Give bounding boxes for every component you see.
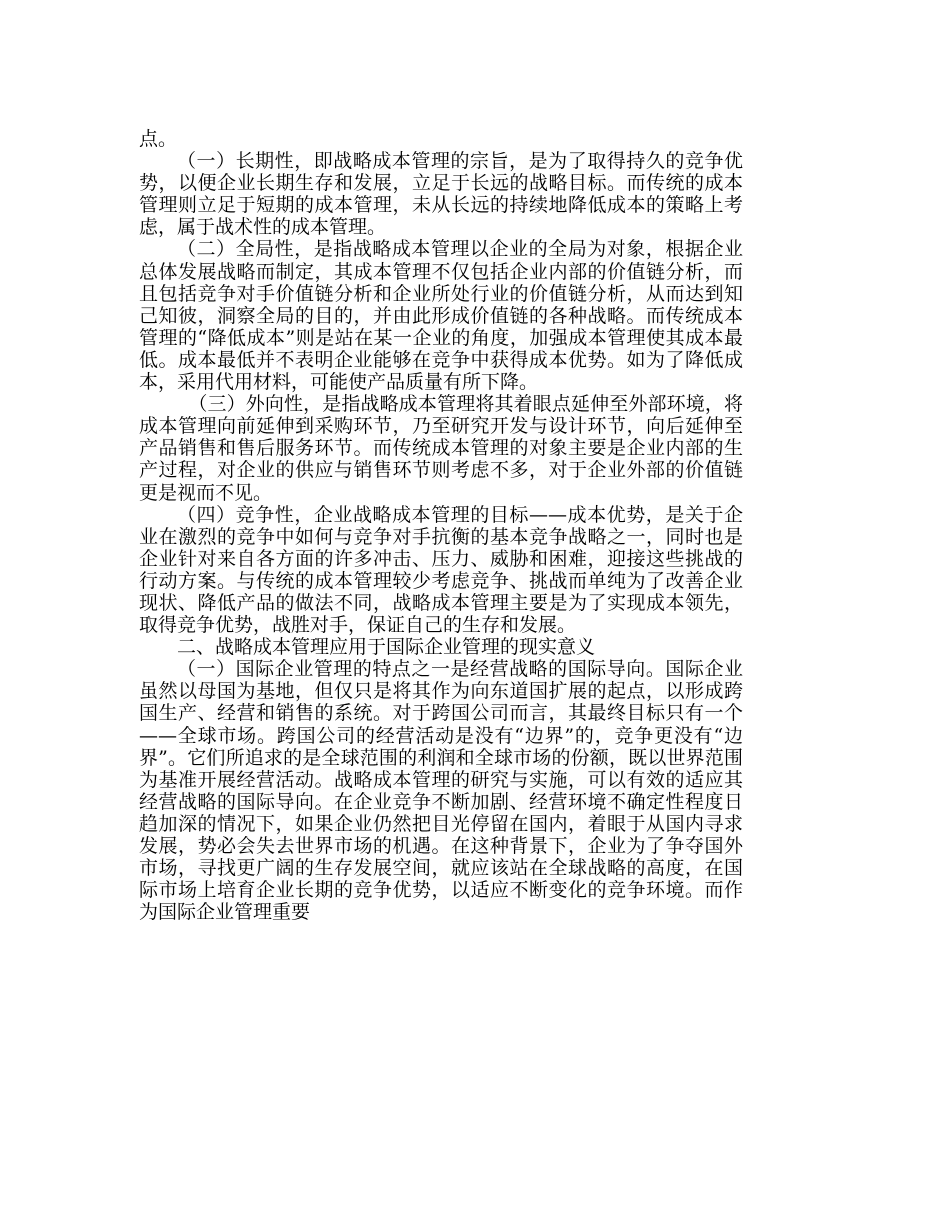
section-heading: 二、战略成本管理应用于国际企业管理的现实意义 [177,636,596,659]
paragraph-competitive: （四）竞争性，企业战略成本管理的目标——成本优势，是关于企业在激烈的竞争中如何与竞争对手抗衡的基本竞争战略之一，同时也是企业针对来自各方面的许多冲击、压力、威胁和困难，迎接这些挑战的行动方案。与传统的成本管理较少考虑竞争、挑战而单纯为了改善企业现状、降低产品的做法不同，战略成本管理主要是为了实现成本领先，取得竞争优势，战胜对手，保证自己的生存和发展。 [139,503,743,637]
paragraph-continuation: 点。 [139,128,178,150]
paragraph-external: （三）外向性，是指战略成本管理将其着眼点延伸至外部环境，将成本管理向前延伸到采购环节，乃至研究开发与设计环节，向后延伸至产品销售和售后服务环节。而传统成本管理的对象主要是企业内部的生产过程，对企业的供应与销售环节则考虑不多，对于企业外部的价值链更是视而不见。 [139,393,743,504]
paragraph-long-term: （一）长期性，即战略成本管理的宗旨，是为了取得持久的竞争优势，以便企业长期生存和发展，立足于长远的战略目标。而传统的成本管理则立足于短期的成本管理，未从长远的持续地降低成本的策略上考虑，属于战术性的成本管理。 [139,150,743,239]
paragraph-overall: （二）全局性，是指战略成本管理以企业的全局为对象，根据企业总体发展战略而制定，其成本管理不仅包括企业内部的价值链分析，而且包括竞争对手价值链分析和企业所处行业的价值链分析，从而达到知己知彼，洞察全局的目的，并由此形成价值链的各种战略。而传统成本管理的“降低成本”则是站在某一企业的角度，加强成本管理使其成本最低。成本最低并不表明企业能够在竞争中获得成本优势。如为了降低成本，采用代用材料，可能使产品质量有所下降。 [139,238,743,394]
paragraph-international: （一）国际企业管理的特点之一是经营战略的国际导向。国际企业虽然以母国为基地，但仅只是将其作为向东道国扩展的起点，以形成跨国生产、经营和销售的系统。对于跨国公司而言，其最终目标只有一个——全球市场。跨国公司的经营活动是没有“边界”的，竞争更没有“边界”。它们所追求的是全球范围的利润和全球市场的份额，既以世界范围为基准开展经营活动。战略成本管理的研究与实施，可以有效的适应其经营战略的国际导向。在企业竞争不断加剧、经营环境不确定性程度日趋加深的情况下，如果企业仍然把目光停留在国内，着眼于从国内寻求发展，势必会失去世界市场的机遇。在这种背景下，企业为了争夺国外市场，寻找更广阔的生存发展空间，就应该站在全球战略的高度，在国际市场上培育企业长期的竞争优势，以适应不断变化的竞争环境。而作为国际企业管理重要 [139,658,743,924]
document-page [139,128,743,923]
